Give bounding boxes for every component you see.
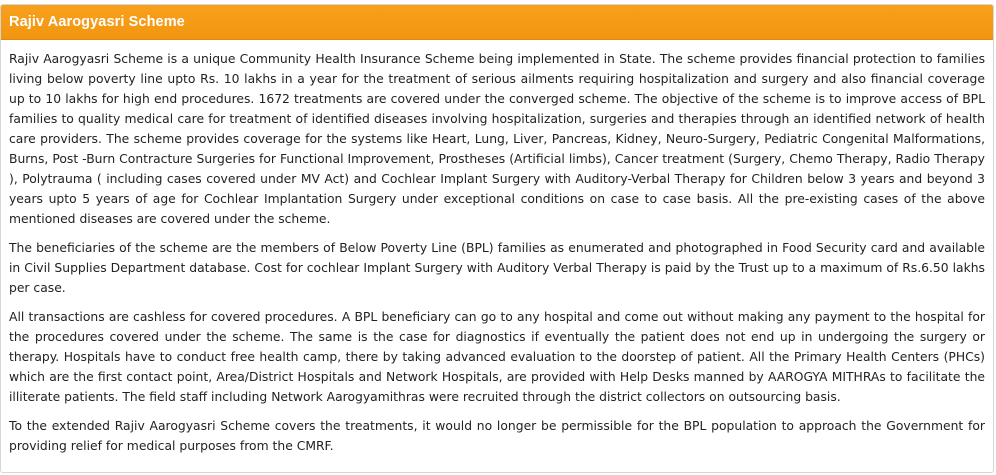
paragraph-transactions: All transactions are cashless for covered procedures. A BPL beneficiary can go to any hospital and come out without making any payment to the hospital for the procedures covered under the scheme. The same is the case for diagnostics if eventually the patient does not end up in undergoing the surgery or therapy. Hospitals have to conduct free health camp, there by taking advanced evaluation to the doorstep of patient. All the Primary Health Centers (PHCs) which are the first contact point, Area/District Hospitals and Network Hospitals, are provided with Help Desks manned by AAROGYA MITHRAs to facilitate the illiterate patients. The field staff including Network Aarogyamithras were recruited through the district collectors on outsourcing basis. — [9, 310, 985, 404]
paragraph-cmrf: To the extended Rajiv Aarogyasri Scheme covers the treatments, it would no longer be permissible for the BPL population to approach the Government for providing relief for medical purposes from the CMRF. — [9, 419, 985, 453]
scheme-info-panel — [0, 4, 994, 473]
panel-header — [1, 5, 993, 40]
panel-title: Rajiv Aarogyasri Scheme — [9, 14, 185, 30]
paragraph-beneficiaries: The beneficiaries of the scheme are the members of Below Poverty Line (BPL) families as enumerated and photographed in Food Security card and available in Civil Supplies Department database. Cost for cochlear Implant Surgery with Auditory Verbal Therapy is paid by the Trust up to a maximum of Rs.6.50 lakhs per case. — [9, 241, 985, 295]
panel-body — [1, 40, 993, 456]
paragraph-overview: Rajiv Aarogyasri Scheme is a unique Community Health Insurance Scheme being implemented in State. The scheme provides financial protection to families living below poverty line upto Rs. 10 lakhs in a year for the treatment of serious ailments requiring hospitalization and surgery and also financial coverage up to 10 lakhs for high end procedures. 1672 treatments are covered under the converged scheme. The objective of the scheme is to improve access of BPL families to quality medical care for treatment of identified diseases involving hospitalization, surgeries and therapies through an identified network of health care providers. The scheme provides coverage for the systems like Heart, Lung, Liver, Pancreas, Kidney, Neuro-Surgery, Pediatric Congenital Malformations, Burns, Post -Burn Contracture Surgeries for Functional Improvement, Prostheses (Artificial limbs), Cancer treatment (Surgery, Chemo Therapy, Radio Therapy ), Polytrauma ( including cases covered under MV Act) and Cochlear Implant Surgery with Auditory-Verbal Therapy for Children below 3 years and beyond 3 years upto 5 years of age for Cochlear Implantation Surgery under exceptional conditions on case to case basis. All the pre-existing cases of the above mentioned diseases are covered under the scheme. — [9, 52, 985, 226]
